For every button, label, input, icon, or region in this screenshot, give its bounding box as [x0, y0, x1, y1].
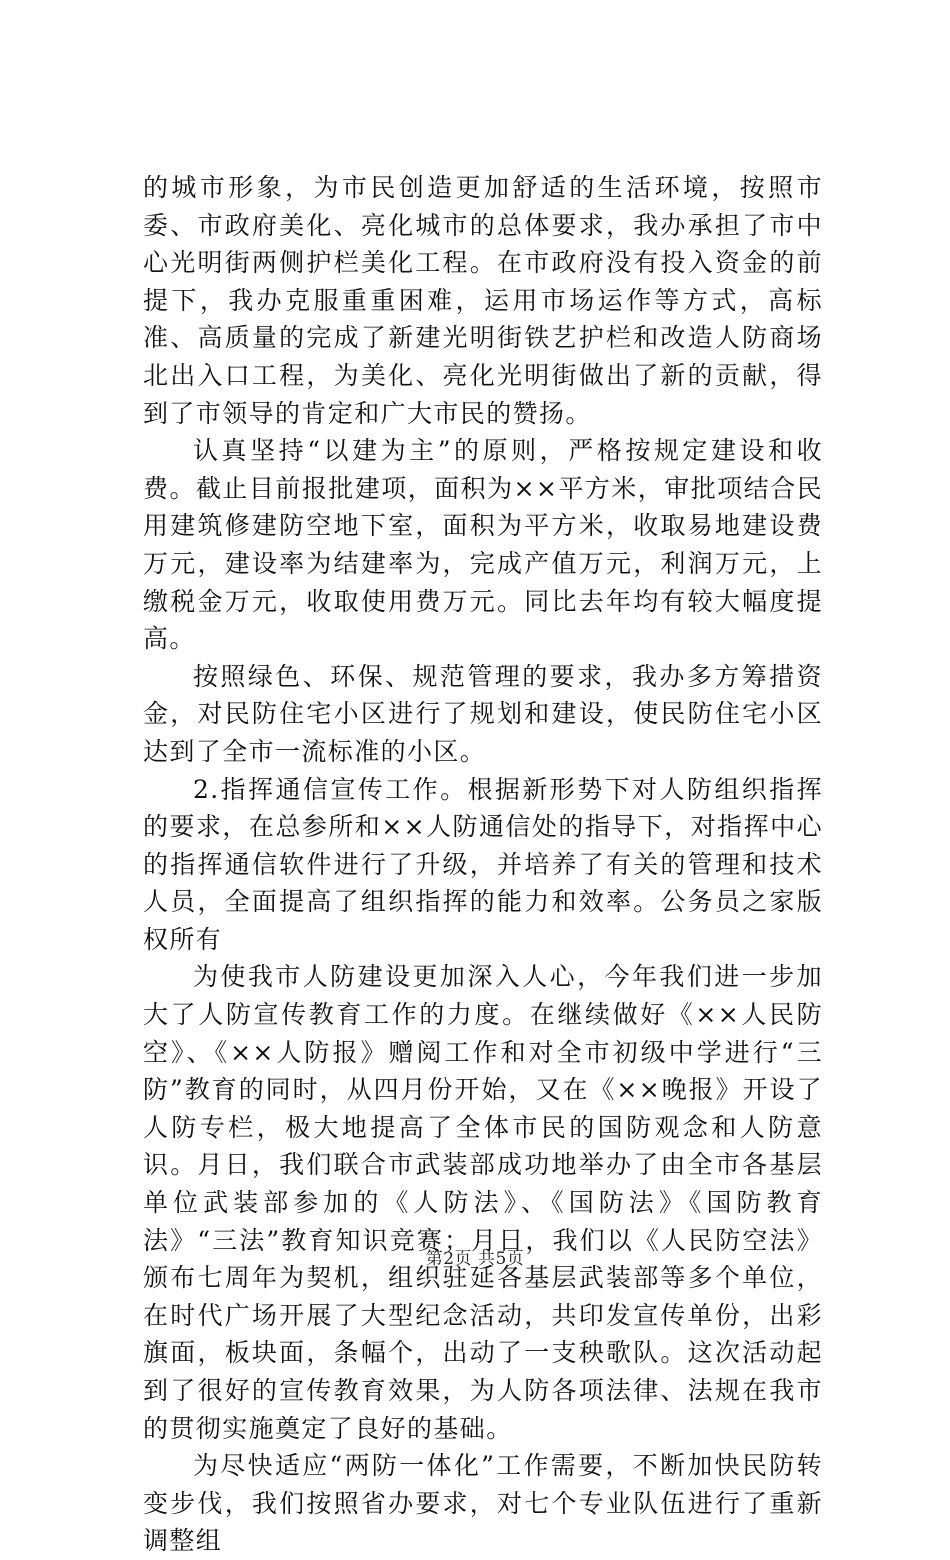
paragraph-city-image: 的城市形象，为市民创造更加舒适的生活环境，按照市委、市政府美化、亮化城市的总体要求，我办承担了市中心光明街两侧护栏美化工程。在市政府没有投入资金的前提下，我办克服重重困难，运用市场运作等方式，高标准、高质量的完成了新建光明街铁艺护栏和改造人防商场北出入口工程，为美化、亮化光明街做出了新的贡献，得到了市领导的肯定和广大市民的赞扬。	[143, 173, 823, 428]
paragraph-publicity-education: 为使我市人防建设更加深入人心，今年我们进一步加大了人防宣传教育工作的力度。在继续做好《××人民防空》、《××人防报》赠阅工作和对全市初级中学进行“三防”教育的同时，从四月份开始，又在《××晚报》开设了人防专栏，极大地提高了全体市民的国防观念和人防意识。月日，我们联合市武装部成功地举办了由全市各基层单位武装部参加的《人防法》、《国防法》《国防教育法》“三法”教育知识竞赛；月日，我们以《人民防空法》颁布七周年为契机，组织驻延各基层武装部等多个单位，在时代广场开展了大型纪念活动，共印发宣传单份，出彩旗面，板块面，条幅个，出动了一支秧歌队。这次活动起到了很好的宣传教育效果，为人防各项法律、法规在我市的贯彻实施奠定了良好的基础。	[143, 962, 823, 1443]
document-body	[143, 169, 823, 1560]
paragraph-construction-fees: 认真坚持“以建为主”的原则，严格按规定建设和收费。截止目前报批建项，面积为××平方米，审批项结合民用建筑修建防空地下室，面积为平方米，收取易地建设费万元，建设率为结建率为，完成产值万元，利润万元，上缴税金万元，收取使用费万元。同比去年均有较大幅度提高。	[143, 436, 823, 654]
paragraph-command-communication: 2.指挥通信宣传工作。根据新形势下对人防组织指挥的要求，在总参所和××人防通信处的指导下，对指挥中心的指挥通信软件进行了升级，并培养了有关的管理和技术人员，全面提高了组织指挥的能力和效率。公务员之家版权所有	[143, 774, 823, 954]
paragraph-residential-area: 按照绿色、环保、规范管理的要求，我办多方筹措资金，对民防住宅小区进行了规划和建设，使民防住宅小区达到了全市一流标准的小区。	[143, 661, 823, 766]
page-number-footer: 第2页 共5页	[425, 1249, 525, 1269]
paragraph-integration: 为尽快适应“两防一体化”工作需要，不断加快民防转变步伐，我们按照省办要求，对七个专业队伍进行了重新调整组	[143, 1451, 823, 1556]
